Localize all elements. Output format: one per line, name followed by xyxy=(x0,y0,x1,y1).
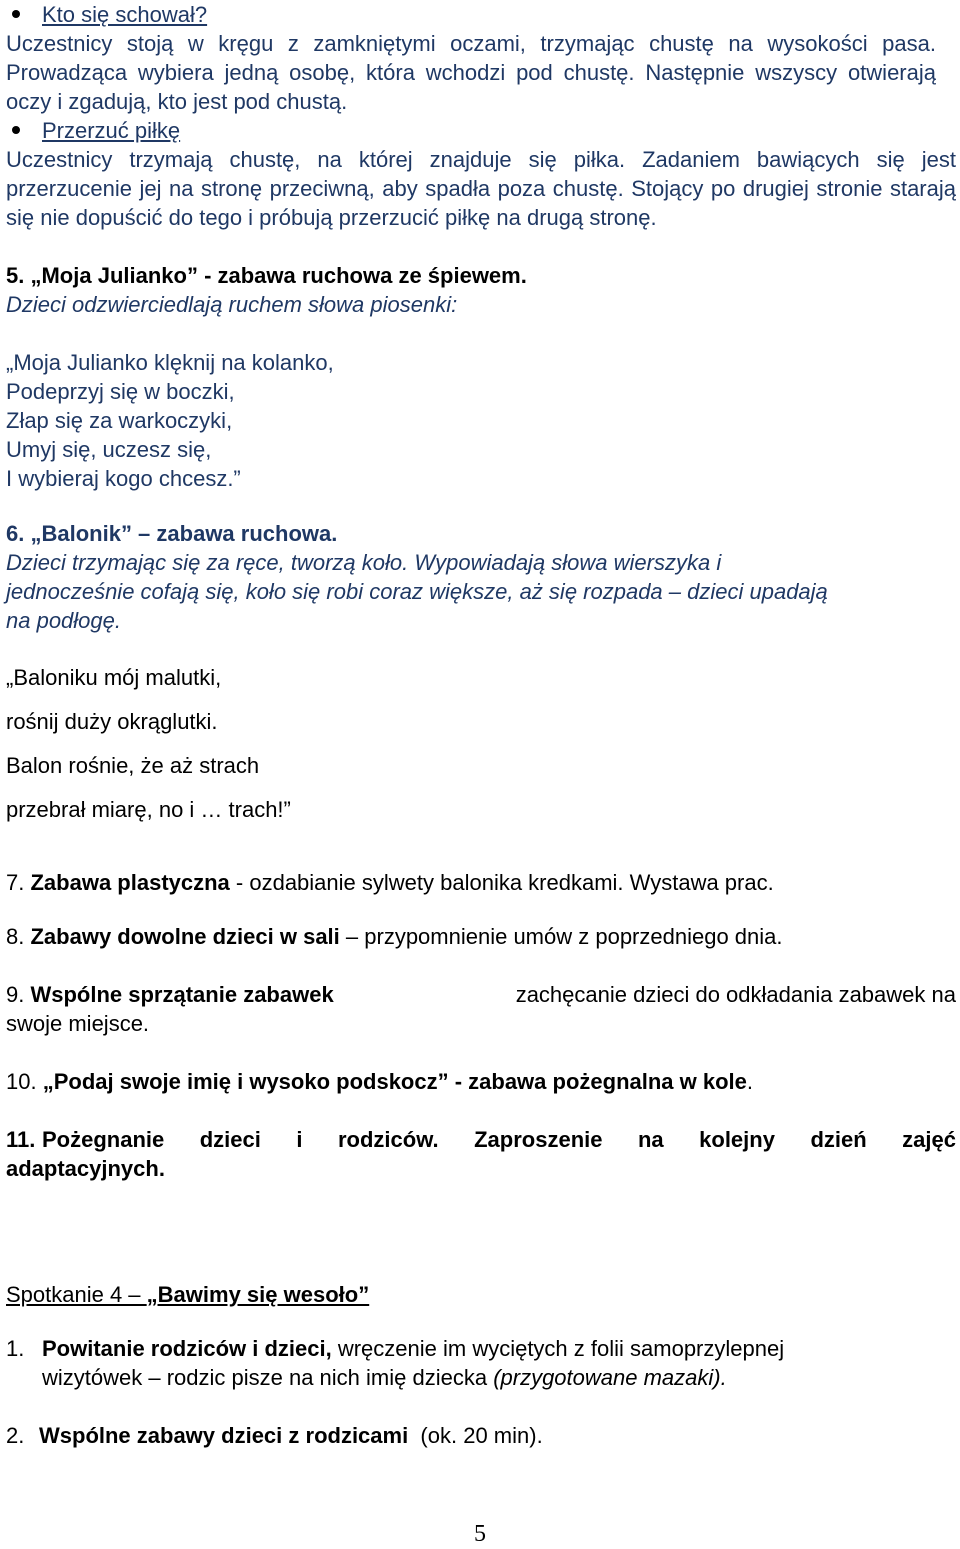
item-number: 2. xyxy=(6,1423,25,1448)
item-number: 7. xyxy=(6,870,25,895)
meeting-heading xyxy=(6,1280,369,1309)
bullet-description: Uczestnicy trzymają chustę, na której znajduje się piłka. Zadaniem bawiących się jest przerzucenie jej na stronę przeciwną, aby spadła poza chustę. Stojący po drugiej stronie starają się nie dopuścić do tego i próbują przerzucić piłkę na drugą stronę. xyxy=(6,147,956,230)
item-9 xyxy=(6,980,956,1009)
item-7 xyxy=(6,868,774,897)
item-bold: „Podaj swoje imię i wysoko podskocz” - zabawa pożegnalna w kole xyxy=(42,1069,747,1094)
item-bold: Wspólne zabawy dzieci z rodzicami xyxy=(39,1423,409,1448)
item-11 xyxy=(6,1125,956,1154)
m4-item-1 xyxy=(6,1334,784,1363)
song-line: Podeprzyj się w boczki, xyxy=(6,379,235,404)
item-5-heading xyxy=(6,261,527,290)
song-line: Umyj się, uczesz się, xyxy=(6,437,212,462)
item-bold: Zabawy dowolne dzieci w sali xyxy=(30,924,340,949)
poem-line: rośnij duży okrąglutki. xyxy=(6,709,218,734)
meeting-title: „Bawimy się wesoło” xyxy=(146,1282,370,1307)
item-bold: Zabawa plastyczna xyxy=(30,870,230,895)
item-6-intro-line: Dzieci trzymając się za ręce, tworzą koło. Wypowiadają słowa wierszyka i xyxy=(6,550,722,575)
item-number: 5. xyxy=(6,263,25,288)
item-rest: . xyxy=(746,1069,754,1094)
item-8 xyxy=(6,922,783,951)
item-6-intro-line: na podłogę. xyxy=(6,608,121,633)
poem-line: przebrał miarę, no i … trach!” xyxy=(6,797,291,822)
m4-item-2 xyxy=(6,1421,543,1450)
poem-line: Balon rośnie, że aż strach xyxy=(6,753,260,778)
item-11-line1: Pożegnanie dzieci i rodziców. Zaproszenie na kolejny dzień zajęć xyxy=(42,1127,956,1152)
page-number: 5 xyxy=(474,1521,486,1547)
item-6-heading xyxy=(6,519,337,548)
item-9-cont: swoje miejsce. xyxy=(6,1011,150,1036)
item-number: 8. xyxy=(6,924,25,949)
bullet-description: Uczestnicy stoją w kręgu z zamkniętymi oczami, trzymając chustę na wysokości pasa. Prowadząca wybiera jedną osobę, która wchodzi pod chustę. Następnie wszyscy otwierają oczy i zgadują, kto jest pod chustą. xyxy=(6,31,936,114)
item-rest: wizytówek – rodzic pisze na nich imię dziecka xyxy=(42,1365,494,1390)
item-bold: Powitanie rodziców i dzieci, xyxy=(42,1336,332,1361)
item-6-intro-line: jednocześnie cofają się, koło się robi coraz większe, aż się rozpada – dzieci upadają xyxy=(6,579,828,604)
bullet-title: Kto się schował? xyxy=(42,2,208,27)
item-rest: (ok. 20 min). xyxy=(408,1423,543,1448)
item-rest: wręczenie im wyciętych z folii samoprzylepnej xyxy=(331,1336,785,1361)
meeting-label: Spotkanie 4 – xyxy=(6,1282,147,1307)
song-line: Złap się za warkoczyki, xyxy=(6,408,233,433)
item-number: 9. xyxy=(6,982,25,1007)
song-line: I wybieraj kogo chcesz.” xyxy=(6,466,241,491)
item-rest: - ozdabianie sylwety balonika kredkami. Wystawa prac. xyxy=(229,870,774,895)
item-title: „Moja Julianko” - zabawa ruchowa ze śpiewem. xyxy=(30,263,527,288)
item-title: „Balonik” – zabawa ruchowa. xyxy=(30,521,338,546)
item-rest: – przypomnienie umów z poprzedniego dnia. xyxy=(339,924,783,949)
item-number: 10. xyxy=(6,1069,37,1094)
item-10 xyxy=(6,1067,753,1096)
item-11-line2: adaptacyjnych. xyxy=(6,1156,165,1181)
m4-item-1-cont xyxy=(42,1363,727,1392)
item-number: 11. xyxy=(6,1127,36,1152)
bullet-title: Przerzuć piłkę xyxy=(42,118,181,143)
item-5-intro: Dzieci odzwierciedlają ruchem słowa piosenki: xyxy=(6,292,458,317)
item-bold: Wspólne sprzątanie zabawek xyxy=(30,982,334,1007)
item-italic: (przygotowane mazaki). xyxy=(493,1365,727,1390)
item-number: 6. xyxy=(6,521,25,546)
song-line: „Moja Julianko klęknij na kolanko, xyxy=(6,350,334,375)
item-number: 1. xyxy=(6,1336,25,1361)
poem-line: „Baloniku mój malutki, xyxy=(6,665,222,690)
item-rest: zachęcanie dzieci do odkładania zabawek na xyxy=(515,982,956,1007)
